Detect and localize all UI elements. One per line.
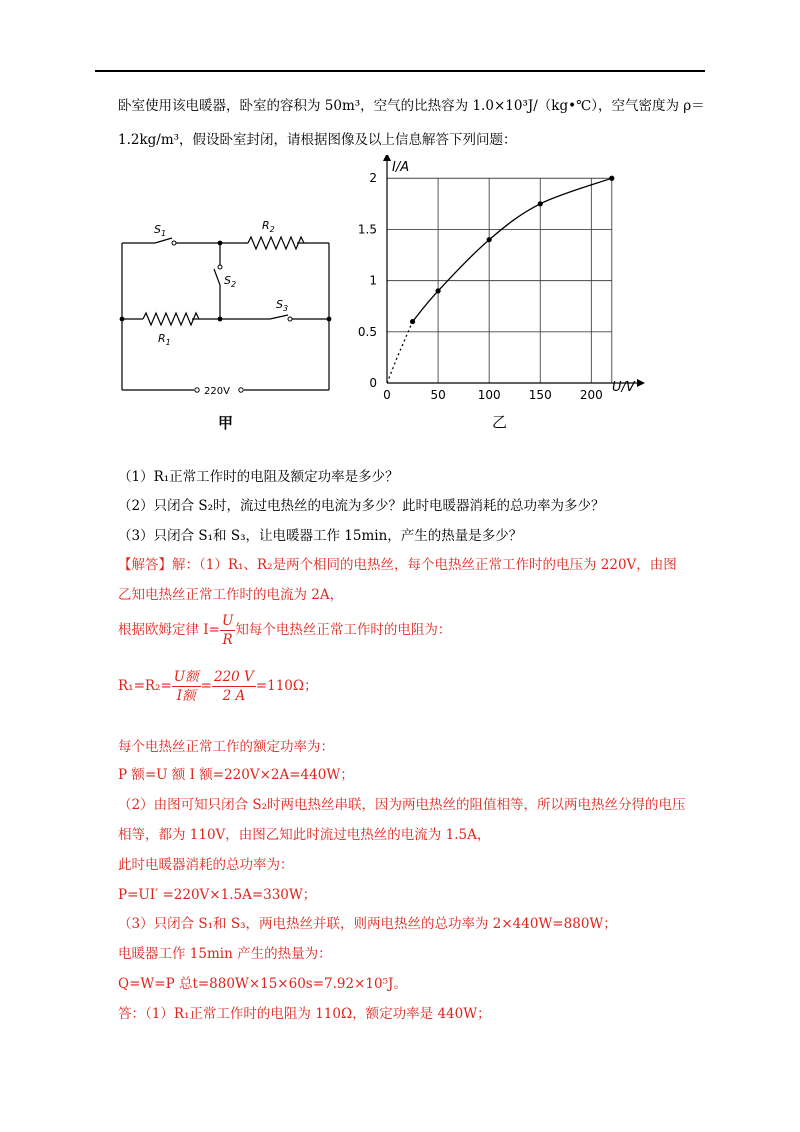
circuit-diagram	[110, 205, 350, 435]
y-axis-label: I/A	[392, 160, 410, 175]
data-point	[487, 237, 492, 242]
x-tick-label: 150	[528, 388, 552, 402]
answer-line-6: P 额=U 额 I 额=220V×2A=440W；	[118, 767, 354, 783]
source-label: 220V	[204, 386, 230, 397]
y-tick-label: 1.5	[357, 222, 377, 237]
resistance-fraction-2: $\frac{220 V}{2 A}$	[213, 669, 254, 704]
s2-label: $S_2$	[224, 274, 237, 289]
resistance-fraction-1: $\frac{\text{U额}}{\text{I额}}$	[173, 669, 199, 704]
intro-line-2: 1.2kg/m³，假设卧室封闭，请根据图像及以上信息解答下列问题：	[118, 132, 517, 148]
question-2: （2）只闭合 S₂时，流过电热丝的电流为多少？此时电暖器消耗的总功率为多少？	[118, 498, 605, 514]
answer-line-10: P=UI′ =220V×1.5A=330W；	[118, 887, 317, 903]
data-point	[538, 201, 543, 206]
iu-chart	[350, 155, 650, 440]
r2-label: $R_2$	[262, 219, 275, 234]
header-rule	[95, 70, 705, 72]
answer-line-8: 相等，都为 110V，由图乙知此时流过电热丝的电流为 1.5A，	[118, 827, 491, 843]
answer-line-7: （2）由图可知只闭合 S₂时两电热丝串联，因为两电热丝的阻值相等，所以两电热丝分得的电压	[118, 797, 686, 813]
r2-resistor	[248, 237, 304, 249]
answer-line-13: Q=W=P 总t=880W×15×60s=7.92×10⁵J。	[118, 976, 407, 992]
answer-line-12: 电暖器工作 15min 产生的热量为：	[118, 946, 332, 962]
r1-resistor	[143, 313, 199, 325]
curve-solid-segment	[413, 178, 612, 321]
x-tick-label: 200	[579, 388, 603, 402]
curve-dashed-segment	[387, 322, 413, 383]
data-point	[609, 176, 614, 181]
circuit-caption: 甲	[218, 414, 234, 432]
answer-line-1: 【解答】解：（1）R₁、R₂是两个相同的电热丝，每个电热丝正常工作时的电压为 220V，由图	[118, 557, 677, 573]
ohm-law-line: 根据欧姆定律 I= $\frac{U}{R}$ 知每个电热丝正常工作时的电阻为：	[118, 613, 452, 648]
s1-label: $S_1$	[154, 223, 167, 238]
s3-label: $S_3$	[276, 298, 289, 313]
r1-label: $R_1$	[158, 332, 171, 347]
answer-line-14: 答：（1）R₁正常工作时的电阻为 110Ω，额定功率是 440W；	[118, 1006, 491, 1022]
answer-line-11: （3）只闭合 S₁和 S₃，两电热丝并联，则两电热丝的总功率为 2×440W=880W；	[118, 916, 617, 932]
x-axis-label: U/V	[612, 380, 635, 395]
x-tick-label: 100	[477, 388, 501, 402]
y-tick-label: 1	[369, 273, 377, 288]
y-tick-label: 2	[369, 171, 377, 186]
y-tick-label: 0.5	[357, 324, 377, 339]
question-1: （1）R₁正常工作时的电阻及额定功率是多少？	[118, 469, 399, 485]
answer-line-5: 每个电热丝正常工作的额定功率为：	[118, 739, 334, 755]
y-axis-arrow	[383, 155, 391, 161]
y-tick-label: 0	[369, 376, 377, 390]
data-point	[435, 288, 440, 293]
intro-line-1: 卧室使用该电暖器，卧室的容积为 50m³，空气的比热容为 1.0×10³J/（kg•℃），空气密度为 ρ＝	[118, 98, 705, 114]
answer-line-2: 乙知电热丝正常工作时的电流为 2A，	[118, 587, 344, 603]
x-tick-label: 50	[430, 388, 446, 402]
s3-switch-blade[interactable]	[270, 315, 288, 319]
question-3: （3）只闭合 S₁和 S₃，让电暖器工作 15min，产生的热量是多少？	[118, 528, 523, 544]
resistance-formula: R₁=R₂= $\frac{\text{U额}}{\text{I额}}$ = $\frac{220 V}{2 A}$ =110Ω；	[118, 669, 318, 704]
chart-caption: 乙	[492, 413, 508, 431]
answer-line-9: 此时电暖器消耗的总功率为：	[118, 857, 294, 873]
data-point	[410, 319, 415, 324]
x-axis-arrow	[637, 379, 645, 387]
s2-switch-blade[interactable]	[214, 269, 220, 285]
answer-tag: 【解答】	[118, 557, 172, 573]
x-tick-label: 0	[383, 388, 391, 402]
ohm-law-fraction: $\frac{U}{R}$	[221, 613, 234, 648]
s1-switch-blade[interactable]	[155, 238, 172, 243]
